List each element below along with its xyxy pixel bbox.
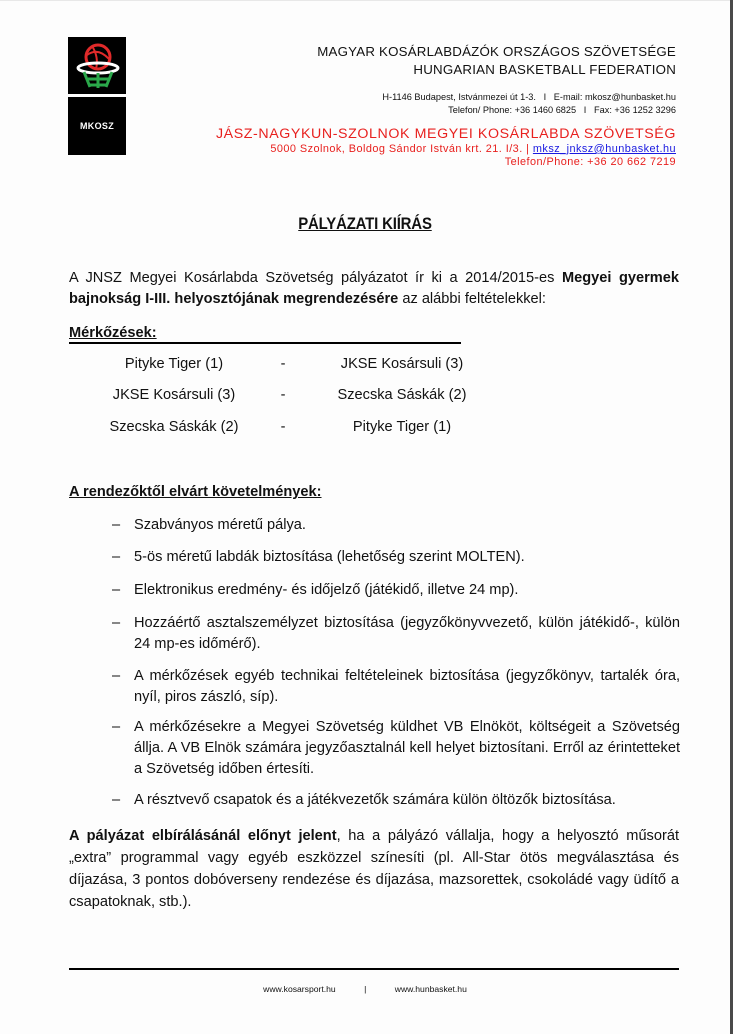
match-away-team: Szecska Sáskák (2) bbox=[337, 387, 467, 403]
matches-heading bbox=[69, 324, 461, 344]
bullet-dash: – bbox=[112, 582, 121, 598]
org-name-en: HUNGARIAN BASKETBALL FEDERATION bbox=[413, 62, 676, 77]
requirement-text: 5-ös méretű labdák biztosítása (lehetőség szerint MOLTEN). bbox=[134, 549, 525, 565]
requirement-text: Szabványos méretű pálya. bbox=[134, 517, 306, 533]
basketball-logo-icon bbox=[68, 37, 126, 94]
intro-text-2: az alábbi feltételekkel: bbox=[398, 291, 546, 307]
closing-text: , ha a pályázó vállalja, hogy a helyosztó műsorát „extra” programmal vagy egyéb eszközzel színesíti (pl. All-Star ötös megválasztása és díjazása, 3 pontos dobóverseny rendezése és díjazása, mazsorettek, csokoládé vagy üdítő a csapatoknak, stb.). bbox=[69, 828, 680, 910]
match-home-team: Pityke Tiger (1) bbox=[124, 356, 224, 372]
org-contact bbox=[382, 91, 676, 117]
match-home-team: JKSE Kosársuli (3) bbox=[112, 387, 236, 403]
requirement-text: A résztvevő csapatok és a játékvezetők számára külön öltözők biztosítása. bbox=[134, 792, 616, 808]
requirement-item bbox=[112, 580, 680, 601]
bullet-dash: – bbox=[112, 792, 121, 808]
mkosz-logo bbox=[68, 97, 126, 155]
footer bbox=[0, 984, 730, 994]
requirement-item bbox=[112, 515, 680, 536]
org-address: H-1146 Budapest, Istvánmezei út 1-3. I E-mail: mkosz@hunbasket.hu bbox=[382, 92, 676, 102]
footer-divider bbox=[69, 968, 679, 970]
closing-bold: A pályázat elbírálásánál előnyt jelent bbox=[69, 828, 337, 844]
county-email-link[interactable]: mksz_jnksz@hunbasket.hu bbox=[532, 143, 676, 155]
match-home-team: Szecska Sáskák (2) bbox=[109, 419, 239, 435]
match-row bbox=[69, 419, 489, 439]
intro-text-1: A JNSZ Megyei Kosárlabda Szövetség pályázatot ír ki a 2014/2015-es bbox=[69, 270, 562, 286]
footer-link-kosarsport[interactable]: www.kosarsport.hu bbox=[263, 984, 336, 994]
match-separator: - bbox=[280, 419, 286, 435]
logo-text: MKOSZ bbox=[80, 121, 114, 131]
intro-paragraph bbox=[69, 268, 679, 310]
org-title bbox=[317, 43, 676, 79]
requirement-text: Hozzáértő asztalszemélyzet biztosítása (jegyzőkönyvvezető, külön játékidő-, külön 24 mp-es időmérő). bbox=[134, 615, 680, 652]
requirements-heading: A rendezőktől elvárt követelmények: bbox=[69, 484, 322, 500]
county-association bbox=[216, 126, 676, 169]
footer-link-hunbasket[interactable]: www.hunbasket.hu bbox=[394, 984, 467, 994]
match-row bbox=[69, 356, 489, 376]
match-row bbox=[69, 387, 489, 407]
intro-bold: Megyei gyermek bajnokság I-III. helyosztójának megrendezésére bbox=[69, 270, 679, 307]
bullet-dash: – bbox=[112, 517, 121, 533]
requirement-item bbox=[112, 717, 680, 780]
bullet-dash: – bbox=[112, 549, 121, 565]
match-separator: - bbox=[280, 356, 286, 372]
county-name: JÁSZ-NAGYKUN-SZOLNOK MEGYEI KOSÁRLABDA SZÖVETSÉG bbox=[215, 126, 676, 142]
county-phone: Telefon/Phone: +36 20 662 7219 bbox=[504, 156, 676, 168]
requirement-item bbox=[112, 547, 680, 568]
match-away-team: Pityke Tiger (1) bbox=[352, 419, 452, 435]
bullet-dash: – bbox=[112, 719, 121, 735]
county-address-line bbox=[216, 143, 676, 156]
matches-heading-text: Mérkőzések: bbox=[69, 325, 157, 341]
requirement-text: A mérkőzések egyéb technikai feltételeinek biztosítása (jegyzőkönyv, tartalék óra, nyíl, piros zászló, síp). bbox=[134, 668, 680, 705]
requirement-item bbox=[112, 790, 680, 811]
requirement-item bbox=[112, 613, 680, 655]
document-title: PÁLYÁZATI KIÍRÁS bbox=[298, 214, 432, 233]
org-phone: Telefon/ Phone: +36 1460 6825 I Fax: +36 1252 3296 bbox=[448, 105, 676, 115]
org-name-hu: MAGYAR KOSÁRLABDÁZÓK ORSZÁGOS SZÖVETSÉGE bbox=[317, 44, 676, 59]
bullet-dash: – bbox=[112, 615, 121, 631]
closing-paragraph bbox=[69, 825, 679, 913]
requirement-item bbox=[112, 666, 680, 708]
county-address: 5000 Szolnok, Boldog Sándor István krt. 21. I/3. | bbox=[270, 143, 533, 155]
footer-separator: | bbox=[364, 984, 367, 994]
requirement-text: Elektronikus eredmény- és időjelző (játékidő, illetve 24 mp). bbox=[134, 582, 519, 598]
match-separator: - bbox=[280, 387, 286, 403]
match-away-team: JKSE Kosársuli (3) bbox=[340, 356, 464, 372]
bullet-dash: – bbox=[112, 668, 121, 684]
requirement-text: A mérkőzésekre a Megyei Szövetség küldhet VB Elnököt, költségeit a Szövetség állja. A VB Elnök számára jegyzőasztalnál kell helyet biztosítani. Erről az érintetteket a Szövetség időben értesíti. bbox=[134, 719, 680, 777]
